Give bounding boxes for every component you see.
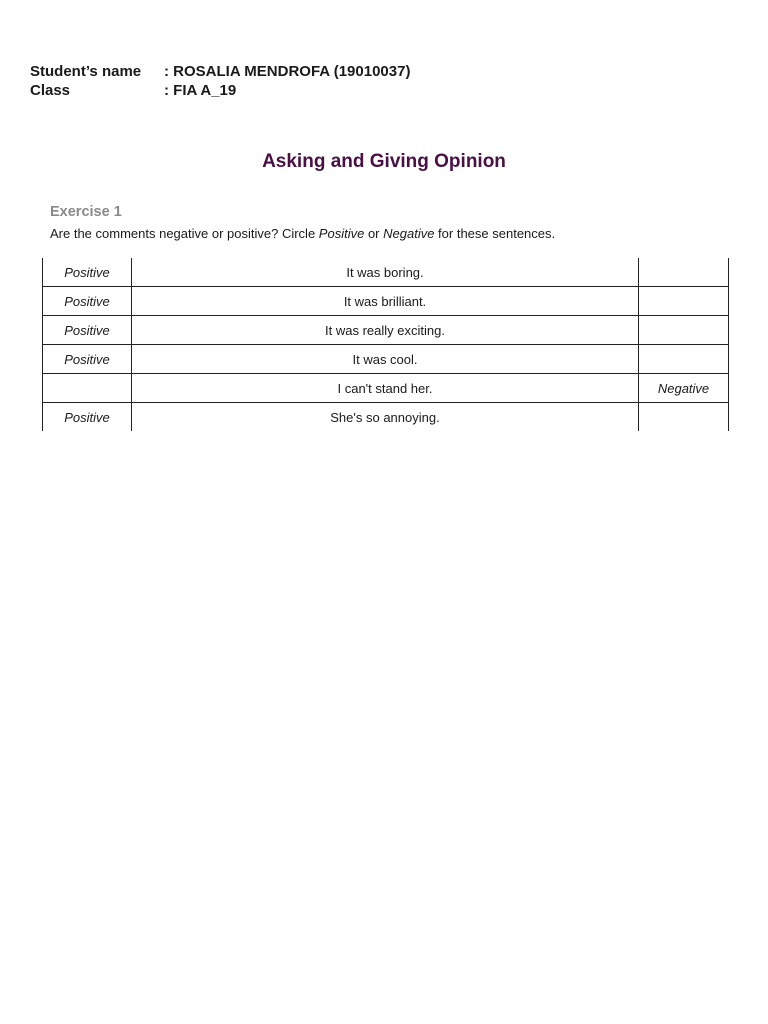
instructions-part1: Are the comments negative or positive? Circle — [50, 226, 319, 241]
table-row — [43, 345, 729, 374]
class-row — [30, 81, 410, 100]
right-choice-cell[interactable] — [639, 316, 729, 345]
table-row — [43, 287, 729, 316]
instructions-negative: Negative — [383, 226, 435, 241]
sentence-cell: It was really exciting. — [132, 316, 639, 345]
left-choice-cell[interactable] — [43, 374, 132, 403]
left-choice-cell[interactable]: Positive — [43, 403, 132, 432]
student-name-row — [30, 62, 410, 81]
instructions-positive: Positive — [318, 226, 365, 241]
sentence-cell: She's so annoying. — [132, 403, 639, 432]
instructions-part2: or — [364, 226, 384, 241]
page-title: Asking and Giving Opinion — [262, 151, 506, 172]
table-row — [43, 316, 729, 345]
left-choice-cell[interactable]: Positive — [43, 345, 132, 374]
right-choice-cell[interactable] — [639, 403, 729, 432]
student-name-label: Student’s name — [30, 63, 142, 80]
left-choice-cell[interactable]: Positive — [43, 316, 132, 345]
class-value: : FIA A_19 — [164, 82, 237, 99]
sentence-cell: It was brilliant. — [132, 287, 639, 316]
sentence-cell: I can't stand her. — [132, 374, 639, 403]
student-info — [30, 62, 410, 100]
instructions-part3: for these sentences. — [434, 226, 556, 241]
right-choice-cell[interactable] — [639, 287, 729, 316]
student-name-value: : ROSALIA MENDROFA (19010037) — [164, 63, 411, 80]
exercise-instructions — [50, 226, 555, 241]
sentence-cell: It was boring. — [132, 258, 639, 287]
right-choice-cell[interactable]: Negative — [639, 374, 729, 403]
exercise-table — [42, 258, 729, 431]
table-row — [43, 258, 729, 287]
left-choice-cell[interactable]: Positive — [43, 258, 132, 287]
sentence-cell: It was cool. — [132, 345, 639, 374]
exercise-heading: Exercise 1 — [50, 204, 122, 220]
left-choice-cell[interactable]: Positive — [43, 287, 132, 316]
table-row — [43, 403, 729, 432]
class-label: Class — [30, 82, 71, 99]
right-choice-cell[interactable] — [639, 345, 729, 374]
table-row — [43, 374, 729, 403]
right-choice-cell[interactable] — [639, 258, 729, 287]
